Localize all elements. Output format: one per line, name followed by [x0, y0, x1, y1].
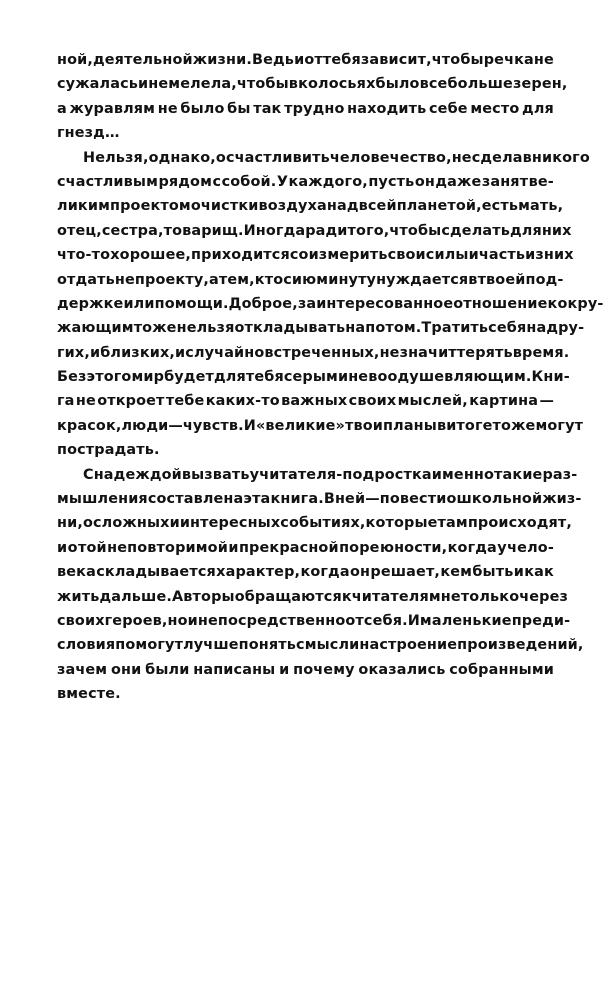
word: героев, [104, 612, 168, 629]
word: осчастливить [215, 149, 330, 166]
word: именно [431, 466, 495, 483]
word: тебя [322, 52, 361, 68]
word: интересных [179, 515, 281, 532]
word: человечество, [329, 149, 452, 166]
word: планы [383, 417, 437, 434]
text-line [57, 585, 569, 609]
word: место [470, 100, 520, 117]
word: однако, [148, 149, 216, 166]
word: не [148, 76, 169, 93]
word: В [323, 491, 335, 508]
word: жизни. [192, 52, 252, 68]
word: там [437, 515, 468, 532]
word: «великие» [255, 417, 345, 434]
word: почему [293, 661, 355, 678]
word: не [440, 588, 461, 605]
word: ве- [528, 173, 554, 190]
word: тебе [165, 393, 205, 410]
word: дальше. [99, 588, 172, 605]
word: лучше [183, 637, 239, 654]
text-line [57, 97, 554, 121]
text-line [57, 243, 574, 267]
word: под- [525, 271, 564, 288]
word: силы [425, 247, 469, 264]
word: люди [121, 417, 169, 434]
word: своих [57, 612, 105, 629]
word: Доброе, [228, 295, 298, 312]
word: сию [283, 271, 317, 288]
word: не [114, 271, 135, 288]
word: откладывать [234, 320, 346, 337]
word: и [279, 661, 290, 678]
word: событиях, [280, 515, 366, 532]
text-line [57, 48, 554, 72]
word: помощи. [154, 295, 229, 312]
word: жить [57, 588, 100, 605]
word: серым [283, 369, 338, 386]
word: которые [365, 515, 438, 532]
word: и [175, 344, 186, 361]
word: счастливым [57, 173, 158, 190]
text-line [57, 633, 584, 657]
word: своих [348, 393, 397, 410]
word: о [67, 539, 78, 556]
word: у [249, 466, 260, 483]
word: га [57, 393, 75, 410]
word: непосредственно [197, 612, 346, 629]
word: для [522, 100, 554, 117]
word: они [111, 661, 142, 678]
word: терять [456, 344, 513, 361]
word: Ведь [251, 52, 295, 68]
word: и [337, 369, 349, 386]
word: произведений, [457, 637, 584, 654]
word: часть [478, 247, 526, 264]
word: дру- [546, 320, 585, 337]
word: близких, [100, 344, 176, 361]
word: и [294, 52, 305, 68]
word: надеждой [93, 466, 182, 483]
word: твои [345, 417, 384, 434]
word: о [82, 515, 93, 532]
word: пусть [368, 173, 415, 190]
word: Тратить [421, 320, 489, 337]
word: твоей [477, 271, 526, 288]
word: поре [339, 539, 380, 556]
word: а [57, 100, 67, 117]
word: них [543, 247, 574, 264]
word: собой. [221, 173, 277, 190]
word: Нельзя, [83, 149, 149, 166]
word: с [212, 173, 222, 190]
word: чело- [507, 539, 554, 556]
word: С [83, 466, 94, 483]
word: он [349, 564, 371, 581]
word: У [276, 173, 289, 190]
word: оказались [358, 661, 446, 678]
word: понять [238, 637, 297, 654]
word: юности, [379, 539, 448, 556]
word: нельзя [176, 320, 235, 337]
word: решает, [370, 564, 441, 581]
word: трудно [284, 100, 345, 117]
word: и [187, 612, 198, 629]
word: И [407, 612, 420, 629]
word: хорошее, [110, 247, 192, 264]
word: важных [281, 393, 348, 410]
word: тебя [245, 369, 284, 386]
text-line [57, 341, 570, 365]
text-line [57, 536, 554, 560]
word: — [365, 491, 380, 508]
word: рядом [158, 173, 212, 190]
word: книга. [270, 491, 324, 508]
word: чтобы [236, 76, 289, 93]
word: не [533, 52, 554, 68]
paragraph [57, 48, 568, 146]
word: читателям [351, 588, 441, 605]
word: Иногда [243, 222, 306, 239]
word: той [78, 539, 107, 556]
word: мать, [518, 198, 564, 215]
word: помогут [115, 637, 184, 654]
word: но [167, 612, 188, 629]
word: будет [164, 369, 214, 386]
word: ни, [57, 515, 83, 532]
word: время. [512, 344, 570, 361]
word: тоже [492, 417, 536, 434]
word: были [145, 661, 190, 678]
word: никого [531, 149, 590, 166]
word: о [446, 491, 457, 508]
text-line [57, 72, 568, 96]
word: века [57, 564, 96, 581]
word: них [541, 222, 572, 239]
word: того, [347, 222, 390, 239]
word: потом. [365, 320, 422, 337]
word: ной, [57, 52, 93, 68]
text-line [57, 268, 564, 292]
text-line [57, 316, 585, 340]
word: вызвать [181, 466, 250, 483]
line-text: пострадать. [57, 442, 160, 459]
word: ради [305, 222, 348, 239]
paragraph [57, 463, 584, 707]
word: эта [243, 491, 271, 508]
line-text: гнезд… [57, 125, 120, 142]
word: и [138, 76, 149, 93]
word: от [304, 52, 323, 68]
word: было [375, 76, 420, 93]
body-text-block [57, 48, 604, 707]
word: зерен, [512, 76, 568, 93]
word: каких-то [205, 393, 280, 410]
word: тоже [133, 320, 177, 337]
word: зависит, [360, 52, 432, 68]
word: журавлям [69, 100, 156, 117]
word: сделав [471, 149, 532, 166]
text-line [57, 487, 582, 511]
word: из [525, 247, 544, 264]
word: и [89, 344, 101, 361]
word: через [519, 588, 569, 605]
word: бы [227, 100, 251, 117]
word: когда [300, 564, 350, 581]
word: или [123, 295, 155, 312]
word: чтобы [389, 222, 442, 239]
word: находить [347, 100, 427, 117]
word: гих, [57, 344, 90, 361]
word: жиз- [542, 491, 582, 508]
word: всей [358, 198, 397, 215]
text-line [57, 170, 554, 194]
word: все [419, 76, 448, 93]
word: школьной [456, 491, 543, 508]
word: каждого, [288, 173, 368, 190]
word: читателя-подростка [259, 466, 432, 483]
text-line [57, 658, 554, 682]
word: настроение [359, 637, 458, 654]
word: себя. [363, 612, 408, 629]
word: у [497, 539, 507, 556]
word: а [208, 271, 219, 288]
word: себя [488, 320, 527, 337]
word: и [57, 539, 68, 556]
word: чувств. [182, 417, 244, 434]
text-line [57, 414, 584, 438]
word: свои [387, 247, 426, 264]
word: — [168, 417, 183, 434]
word: держке [57, 295, 124, 312]
text-line [57, 438, 554, 462]
word: проекту, [134, 271, 209, 288]
word: планетой, [396, 198, 482, 215]
word: на [345, 320, 366, 337]
word: и [468, 247, 479, 264]
word: и [349, 637, 360, 654]
word: картина [469, 393, 539, 410]
word: больше [447, 76, 513, 93]
word: такие [494, 466, 543, 483]
line-text: вместе. [57, 686, 121, 703]
paragraph [57, 146, 604, 463]
word: воздуха [258, 198, 327, 215]
word: отец, [57, 222, 102, 239]
word: от [345, 612, 364, 629]
word: проектом [110, 198, 191, 215]
word: красок, [57, 417, 122, 434]
word: отношение [453, 295, 548, 312]
word: товарищ. [163, 222, 244, 239]
word: окру- [557, 295, 604, 312]
text-line [57, 121, 554, 145]
word: не [451, 149, 472, 166]
word: неповторимой [107, 539, 228, 556]
word: для [213, 369, 246, 386]
word: мелела, [168, 76, 237, 93]
word: даже [435, 173, 482, 190]
text-line [57, 194, 564, 218]
word: — [539, 393, 554, 410]
word: невоодушевляющим. [348, 369, 532, 386]
word: очистки [190, 198, 259, 215]
word: он [414, 173, 435, 190]
word: было [180, 100, 225, 117]
word: не [75, 393, 96, 410]
text-line [57, 682, 554, 706]
word: жающим [57, 320, 134, 337]
word: повести [379, 491, 447, 508]
word: И [243, 417, 256, 434]
word: минуту [316, 271, 377, 288]
word: как [524, 564, 554, 581]
word: себе [429, 100, 468, 117]
word: на [526, 320, 547, 337]
word: итоге [446, 417, 493, 434]
word: мир [131, 369, 165, 386]
word: Кни- [531, 369, 570, 386]
word: нуждается [376, 271, 469, 288]
word: Авторы [172, 588, 235, 605]
word: отдать [57, 271, 115, 288]
word: складывается [96, 564, 216, 581]
word: колосьях [298, 76, 376, 93]
word: что-то [57, 247, 111, 264]
word: случайно [185, 344, 265, 361]
word: сделать [441, 222, 510, 239]
word: не [379, 344, 400, 361]
word: быть [472, 564, 514, 581]
text-line [57, 146, 590, 170]
word: не [157, 100, 178, 117]
word: обращаются [234, 588, 342, 605]
word: Без [57, 369, 87, 386]
word: и [513, 564, 524, 581]
word: словия [57, 637, 116, 654]
word: так [253, 100, 282, 117]
word: и [169, 515, 180, 532]
word: кем [440, 564, 473, 581]
word: значит [399, 344, 457, 361]
word: кто [254, 271, 284, 288]
word: когда [447, 539, 497, 556]
word: прекрасной [238, 539, 339, 556]
word: ликим [57, 198, 110, 215]
word: маленькие [419, 612, 512, 629]
word: над [326, 198, 359, 215]
word: только [460, 588, 520, 605]
text-line [57, 560, 554, 584]
word: в [436, 417, 447, 434]
word: сужалась [57, 76, 139, 93]
word: встреченных, [264, 344, 380, 361]
word: к [341, 588, 352, 605]
word: раз- [542, 466, 578, 483]
text-line [57, 292, 604, 316]
word: приходится [191, 247, 290, 264]
word: и [228, 539, 239, 556]
word: для [509, 222, 542, 239]
word: зачем [57, 661, 108, 678]
word: в [288, 76, 299, 93]
word: характер, [216, 564, 301, 581]
word: тем, [218, 271, 255, 288]
word: сестра, [101, 222, 164, 239]
text-line [57, 219, 572, 243]
text-line [57, 389, 554, 413]
word: сложных [93, 515, 170, 532]
word: происходят, [467, 515, 573, 532]
word: в [468, 271, 478, 288]
word: откроет [97, 393, 165, 410]
word: к [547, 295, 558, 312]
word: ней [334, 491, 366, 508]
word: чтобы [431, 52, 484, 68]
word: этого [86, 369, 132, 386]
word: составлена [147, 491, 244, 508]
word: преди- [511, 612, 571, 629]
word: речка [483, 52, 534, 68]
text-line [57, 365, 570, 389]
text-line [57, 463, 578, 487]
word: написаны [193, 661, 276, 678]
text-line [57, 609, 571, 633]
word: заинтересованное [297, 295, 454, 312]
word: могут [535, 417, 584, 434]
word: соизмерить [289, 247, 388, 264]
word: занят [481, 173, 529, 190]
word: мышления [57, 491, 148, 508]
word: деятельной [93, 52, 193, 68]
word: смысл [296, 637, 350, 654]
text-line [57, 511, 573, 535]
word: мыслей, [397, 393, 468, 410]
word: собранными [449, 661, 554, 678]
word: есть [481, 198, 519, 215]
